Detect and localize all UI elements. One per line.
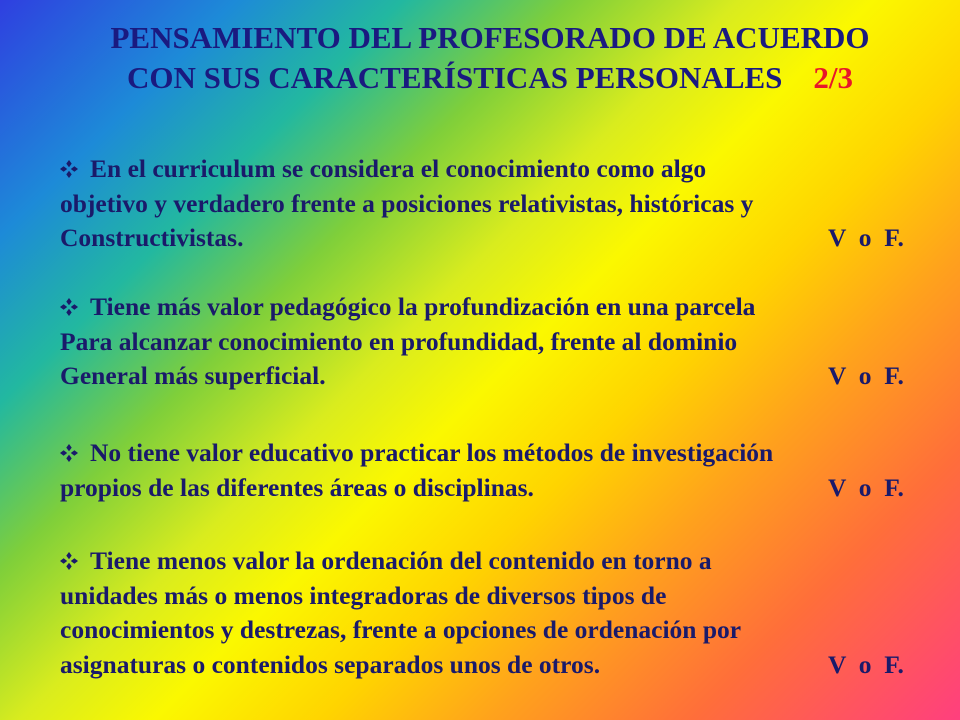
statement-item-2	[60, 290, 945, 394]
statement-line	[60, 648, 945, 683]
page-number: 2/3	[813, 60, 854, 95]
statement-text: Tiene más valor pedagógico la profundización en una parcela	[90, 292, 756, 321]
statement-line: conocimientos y destrezas, frente a opciones de ordenación por	[60, 615, 742, 644]
statement-line	[60, 359, 945, 394]
title-line-2-text: CON SUS CARACTERÍSTICAS PERSONALES	[126, 60, 783, 95]
statement-line	[60, 544, 945, 579]
statement-item-1	[60, 152, 945, 256]
true-false-label: V o F.	[828, 223, 904, 252]
true-false-label: V o F.	[828, 649, 904, 679]
statement-line	[60, 221, 945, 256]
statement-text: En el curriculum se considera el conocimiento como algo	[90, 154, 707, 183]
statement-line: Para alcanzar conocimiento en profundidad, frente al dominio	[60, 326, 738, 356]
statement-line	[60, 471, 945, 506]
statement-line	[60, 152, 945, 187]
statement-text: asignaturas o contenidos separados unos de otros.	[60, 649, 601, 679]
statement-line	[60, 436, 945, 471]
statement-line: objetivo y verdadero frente a posiciones relativistas, históricas y	[60, 188, 754, 218]
true-false-label: V o F.	[828, 472, 904, 502]
statement-item-4	[60, 544, 945, 682]
true-false-label: V o F.	[828, 361, 904, 390]
title-line-2	[40, 58, 940, 98]
diamond-bullet-icon	[60, 160, 78, 178]
statement-text: propios de las diferentes áreas o disciplinas.	[60, 472, 534, 502]
diamond-bullet-icon	[60, 298, 78, 316]
title-line-1: PENSAMIENTO DEL PROFESORADO DE ACUERDO	[110, 20, 870, 55]
diamond-bullet-icon	[60, 552, 78, 570]
statement-line	[60, 290, 945, 325]
statement-line: unidades más o menos integradoras de diversos tipos de	[60, 580, 667, 610]
statement-text: General más superficial.	[60, 361, 326, 390]
slide-title	[40, 18, 940, 98]
statement-text: Constructivistas.	[60, 223, 244, 252]
statement-text: No tiene valor educativo practicar los métodos de investigación	[90, 438, 774, 467]
diamond-bullet-icon	[60, 444, 78, 462]
statement-item-3	[60, 436, 945, 505]
statement-text: Tiene menos valor la ordenación del contenido en torno a	[90, 546, 712, 575]
